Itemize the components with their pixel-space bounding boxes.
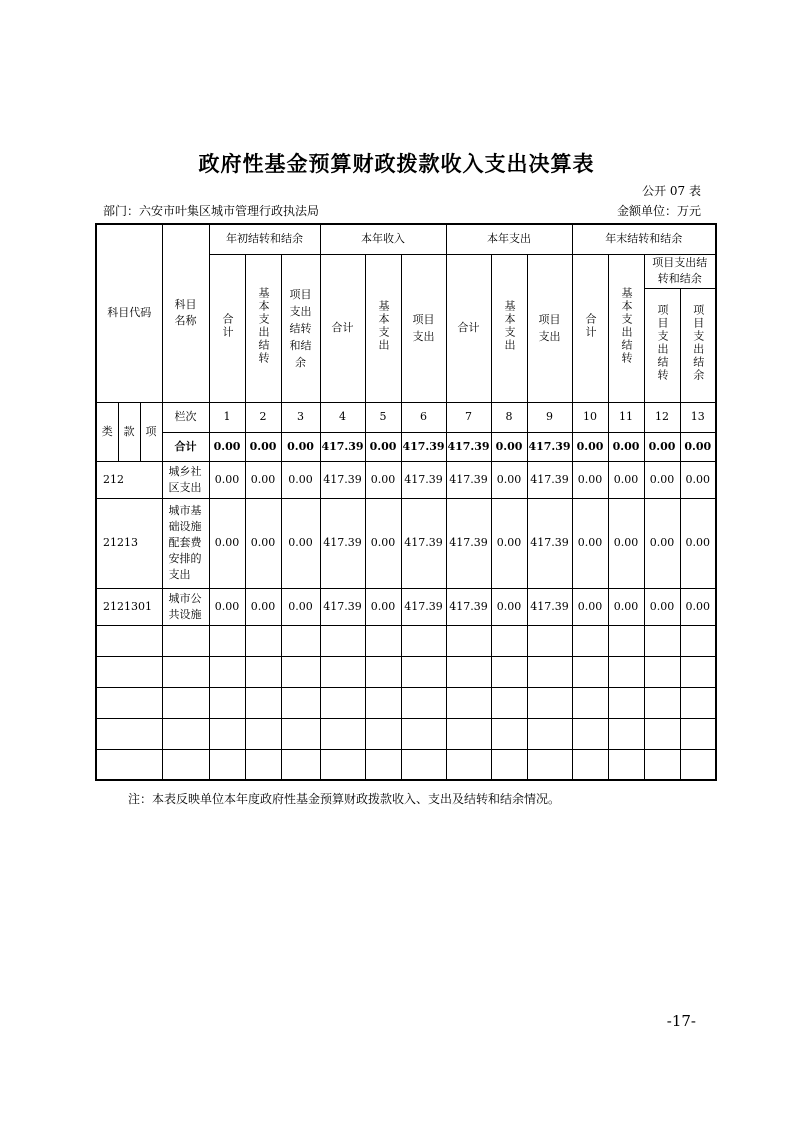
value-cell: 0.00 [245, 461, 281, 498]
total-cell: 417.39 [401, 432, 446, 461]
expense-header: 本年支出 [446, 224, 572, 254]
exp-total-header: 合计 [446, 254, 491, 402]
budget-table [95, 223, 717, 781]
empty-row [96, 718, 716, 749]
value-cell: 0.00 [608, 588, 644, 625]
value-cell: 0.00 [245, 498, 281, 588]
column-number: 11 [608, 402, 644, 432]
total-cell: 0.00 [572, 432, 608, 461]
value-cell: 0.00 [680, 498, 716, 588]
total-cell: 0.00 [281, 432, 320, 461]
column-number: 13 [680, 402, 716, 432]
column-no-label: 栏次 [162, 402, 209, 432]
value-cell: 0.00 [572, 498, 608, 588]
inc-basic-header: 基本支出 [365, 254, 401, 402]
end-total-header: 合计 [572, 254, 608, 402]
column-number: 12 [644, 402, 680, 432]
subject-code: 2121301 [96, 588, 162, 625]
total-cell: 0.00 [608, 432, 644, 461]
page-number: -17- [666, 1012, 696, 1030]
value-cell: 0.00 [281, 588, 320, 625]
column-number: 8 [491, 402, 527, 432]
value-cell: 417.39 [320, 498, 365, 588]
value-cell: 0.00 [365, 498, 401, 588]
value-cell: 417.39 [527, 498, 572, 588]
value-cell: 417.39 [527, 588, 572, 625]
beg-project-header: 项目支出结转和结余 [281, 254, 320, 402]
value-cell: 0.00 [245, 588, 281, 625]
empty-row [96, 656, 716, 687]
total-cell: 0.00 [209, 432, 245, 461]
beg-total-header: 合计 [209, 254, 245, 402]
value-cell: 0.00 [572, 588, 608, 625]
value-cell: 0.00 [281, 461, 320, 498]
end-project-balance-header: 项目支出结余 [680, 288, 716, 402]
column-number: 4 [320, 402, 365, 432]
value-cell: 0.00 [209, 588, 245, 625]
value-cell: 0.00 [491, 461, 527, 498]
table-row [96, 461, 716, 498]
empty-row [96, 625, 716, 656]
column-number: 10 [572, 402, 608, 432]
value-cell: 0.00 [491, 498, 527, 588]
total-cell: 0.00 [491, 432, 527, 461]
value-cell: 0.00 [608, 498, 644, 588]
value-cell: 0.00 [209, 461, 245, 498]
form-number: 公开 07 表 [642, 184, 701, 198]
empty-row [96, 749, 716, 780]
end-basic-header: 基本支出结转 [608, 254, 644, 402]
value-cell: 417.39 [446, 498, 491, 588]
subject-name: 城市公共设施 [162, 588, 209, 625]
table-note: 注：本表反映单位本年度政府性基金预算财政拨款收入、支出及结转和结余情况。 [128, 792, 561, 806]
subject-name-header: 科目名称 [162, 224, 209, 402]
value-cell: 0.00 [491, 588, 527, 625]
income-header: 本年收入 [320, 224, 446, 254]
value-cell: 417.39 [401, 498, 446, 588]
end-project-header: 项目支出结转和结余 [644, 254, 716, 288]
amount-unit-label: 金额单位：万元 [616, 204, 701, 218]
table-row [96, 498, 716, 588]
value-cell: 0.00 [644, 498, 680, 588]
lei-header: 类 [96, 402, 118, 461]
value-cell: 0.00 [365, 461, 401, 498]
value-cell: 0.00 [572, 461, 608, 498]
value-cell: 417.39 [446, 588, 491, 625]
total-cell: 0.00 [365, 432, 401, 461]
ending-balance-header: 年末结转和结余 [572, 224, 716, 254]
total-cell: 0.00 [680, 432, 716, 461]
total-cell: 0.00 [644, 432, 680, 461]
empty-row [96, 687, 716, 718]
value-cell: 417.39 [527, 461, 572, 498]
value-cell: 417.39 [401, 461, 446, 498]
department-label: 部门：六安市叶集区城市管理行政执法局 [103, 204, 320, 218]
value-cell: 0.00 [644, 461, 680, 498]
subject-code: 21213 [96, 498, 162, 588]
value-cell: 0.00 [365, 588, 401, 625]
column-number: 6 [401, 402, 446, 432]
column-number: 2 [245, 402, 281, 432]
beginning-balance-header: 年初结转和结余 [209, 224, 320, 254]
subject-name: 城乡社区支出 [162, 461, 209, 498]
page-title: 政府性基金预算财政拨款收入支出决算表 [198, 151, 595, 176]
exp-project-header: 项目支出 [527, 254, 572, 402]
value-cell: 0.00 [644, 588, 680, 625]
total-cell: 417.39 [446, 432, 491, 461]
exp-basic-header: 基本支出 [491, 254, 527, 402]
inc-total-header: 合计 [320, 254, 365, 402]
value-cell: 417.39 [320, 461, 365, 498]
subject-code-header: 科目代码 [96, 224, 162, 402]
kuan-header: 款 [118, 402, 140, 461]
xiang-header: 项 [140, 402, 162, 461]
value-cell: 0.00 [680, 461, 716, 498]
table-row [96, 588, 716, 625]
subject-code: 212 [96, 461, 162, 498]
value-cell: 0.00 [281, 498, 320, 588]
end-project-carry-header: 项目支出结转 [644, 288, 680, 402]
total-cell: 0.00 [245, 432, 281, 461]
value-cell: 417.39 [320, 588, 365, 625]
value-cell: 0.00 [680, 588, 716, 625]
column-number: 5 [365, 402, 401, 432]
total-row [96, 432, 716, 461]
value-cell: 417.39 [446, 461, 491, 498]
total-label: 合计 [162, 432, 209, 461]
inc-project-header: 项目支出 [401, 254, 446, 402]
column-number: 1 [209, 402, 245, 432]
subject-name: 城市基础设施配套费安排的支出 [162, 498, 209, 588]
column-number: 3 [281, 402, 320, 432]
column-number: 9 [527, 402, 572, 432]
value-cell: 0.00 [608, 461, 644, 498]
value-cell: 417.39 [401, 588, 446, 625]
beg-basic-header: 基本支出结转 [245, 254, 281, 402]
total-cell: 417.39 [527, 432, 572, 461]
column-number: 7 [446, 402, 491, 432]
total-cell: 417.39 [320, 432, 365, 461]
value-cell: 0.00 [209, 498, 245, 588]
